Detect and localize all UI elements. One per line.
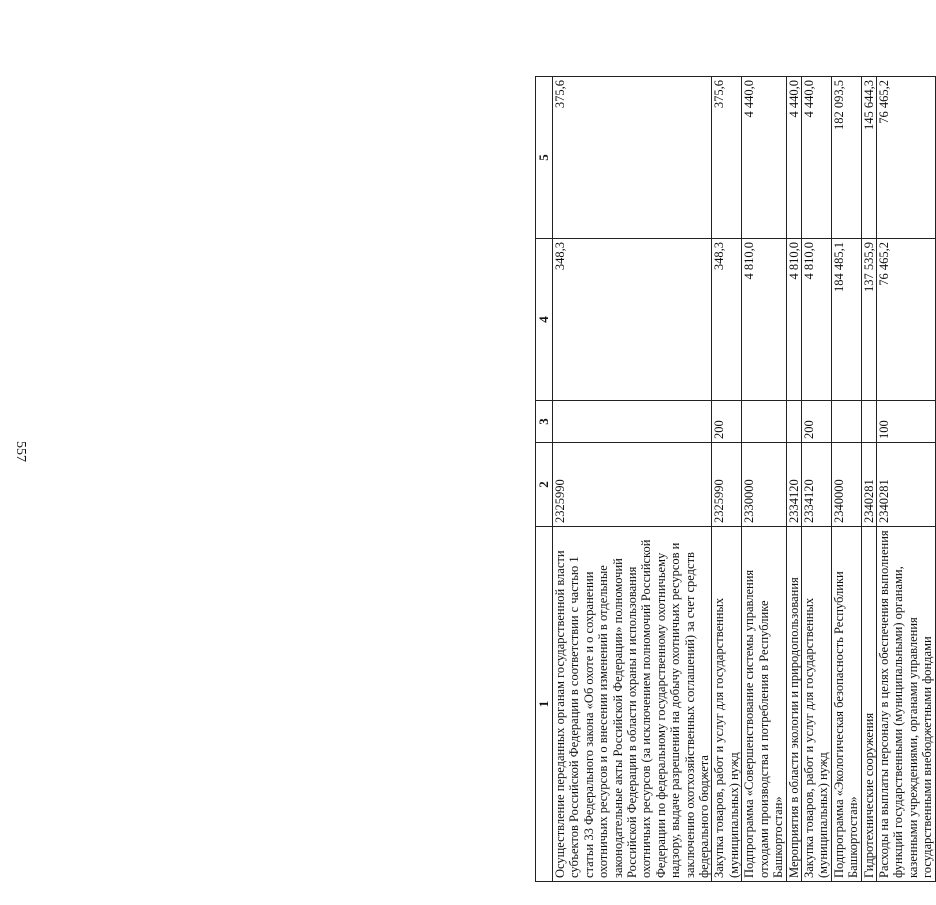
- row-value-col4: 137 535,9: [861, 239, 876, 401]
- header-col-4: 4: [536, 239, 553, 401]
- table-row: [553, 77, 712, 882]
- rotated-table-container: [535, 77, 936, 882]
- row-value-col5: 145 644,3: [861, 77, 876, 239]
- row-value-col4: 4 810,0: [786, 239, 801, 401]
- row-type: 200: [801, 401, 831, 443]
- page-number-text: 557: [13, 441, 28, 462]
- row-type: [553, 401, 712, 443]
- row-value-col4: 348,3: [712, 239, 742, 401]
- row-type: [831, 401, 861, 443]
- row-type: 200: [712, 401, 742, 443]
- budget-table: [535, 76, 936, 882]
- header-col-3: 3: [536, 401, 553, 443]
- row-name: Подпрограмма «Совершенствование системы управления отходами производства и потребления в Республике Башкортостан»: [742, 527, 786, 882]
- row-code: 2330000: [742, 443, 786, 527]
- row-value-col5: 375,6: [553, 77, 712, 239]
- table-row: [712, 77, 742, 882]
- row-code: 2325990: [712, 443, 742, 527]
- row-name: Расходы на выплаты персоналу в целях обеспечения выполнения функций государственными (муниципальными) органами, казенными учреждениями, органами управления государственными внебюджетными фондами: [876, 527, 935, 882]
- row-code: 2340281: [876, 443, 935, 527]
- row-value-col5: 375,6: [712, 77, 742, 239]
- row-type: [742, 401, 786, 443]
- row-code: 2340281: [861, 443, 876, 527]
- row-type: [786, 401, 801, 443]
- row-code: 2334120: [786, 443, 801, 527]
- row-name: Гидротехнические сооружения: [861, 527, 876, 882]
- row-value-col4: 4 810,0: [801, 239, 831, 401]
- table-row: [861, 77, 876, 882]
- row-value-col5: 4 440,0: [786, 77, 801, 239]
- row-value-col5: 4 440,0: [742, 77, 786, 239]
- header-col-1: 1: [536, 527, 553, 882]
- row-type: [861, 401, 876, 443]
- row-value-col5: 182 093,5: [831, 77, 861, 239]
- row-type: 100: [876, 401, 935, 443]
- table-row: [876, 77, 935, 882]
- row-name: Осуществление переданных органам государственной власти субъектов Российской Федерации в соответствии с частью 1 статьи 33 Федерального закона «Об охоте и о сохранении охотничьих ресурсов и о внесении изменений в отдельные законодательные акты Российской Федерации» полномочий Российской Федерации в области охраны и использования охотничьих ресурсов (за исключением полномочий Российской Федерации по федеральному государственному охотничьему надзору, выдаче разрешений на добычу охотничьих ресурсов и заключению охотхозяйственных соглашений) за счет средств федерального бюджета: [553, 527, 712, 882]
- table-row: [831, 77, 861, 882]
- table-header-row: [536, 77, 553, 882]
- table-row: [786, 77, 801, 882]
- row-value-col4: 184 485,1: [831, 239, 861, 401]
- header-col-5: 5: [536, 77, 553, 239]
- row-code: 2325990: [553, 443, 712, 527]
- table-row: [742, 77, 786, 882]
- table-row: [801, 77, 831, 882]
- row-value-col4: 4 810,0: [742, 239, 786, 401]
- row-name: Подпрограмма «Экологическая безопасность Республики Башкортостан»: [831, 527, 861, 882]
- row-code: 2340000: [831, 443, 861, 527]
- row-name: Мероприятия в области экологии и природопользования: [786, 527, 801, 882]
- row-code: 2334120: [801, 443, 831, 527]
- row-name: Закупка товаров, работ и услуг для государственных (муниципальных) нужд: [801, 527, 831, 882]
- header-col-2: 2: [536, 443, 553, 527]
- row-name: Закупка товаров, работ и услуг для государственных (муниципальных) нужд: [712, 527, 742, 882]
- page-number: [12, 441, 28, 462]
- row-value-col4: 76 465,2: [876, 239, 935, 401]
- row-value-col5: 76 465,2: [876, 77, 935, 239]
- row-value-col4: 348,3: [553, 239, 712, 401]
- row-value-col5: 4 440,0: [801, 77, 831, 239]
